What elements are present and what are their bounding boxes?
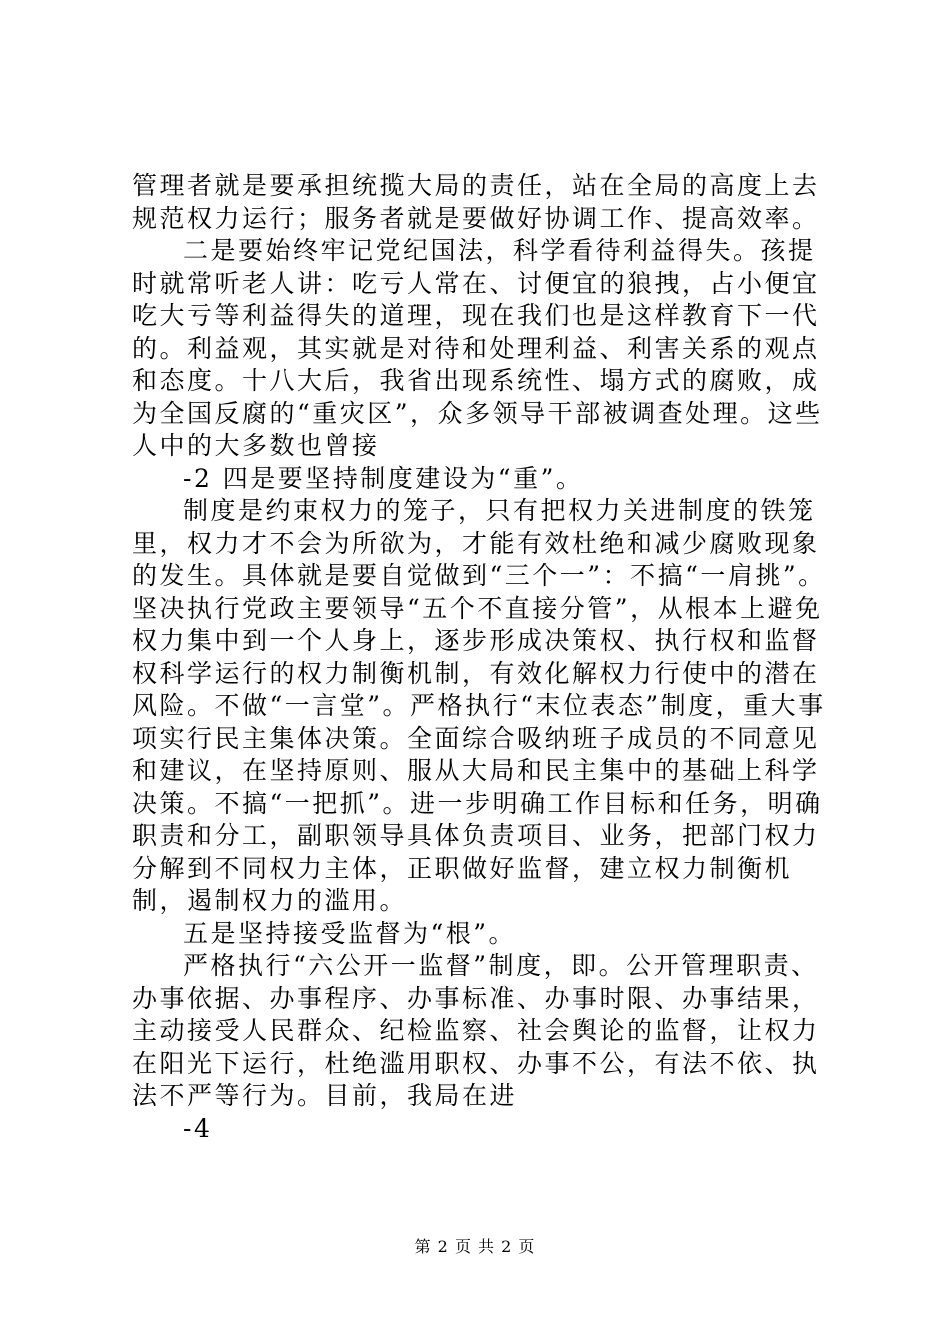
page-footer <box>0 1237 950 1257</box>
paragraph-6: 严格执行“六公开一监督”制度，即。公开管理职责、办事依据、办事程序、办事标准、办事时限、办事结果，主动接受人民群众、纪检监察、社会舆论的监督，让权力在阳光下运行，杜绝滥用职权、办事不公，有法不依、执法不严等行为。目前，我局在进 <box>132 951 820 1110</box>
paragraph-2: 二是要始终牢记党纪国法，科学看待利益得失。孩提时就常听老人讲：吃亏人常在、讨便宜的狼拽，占小便宜吃大亏等利益得失的道理，现在我们也是这样教育下一代的。利益观，其实就是对待和处理利益、利害关系的观点和态度。十八大后，我省出现系统性、塌方式的腐败，成为全国反腐的“重灾区”，众多领导干部被调查处理。这些人中的大多数也曾接 <box>132 236 823 460</box>
paragraph-1: 管理者就是要承担统揽大局的责任，站在全局的高度上去规范权力运行；服务者就是要做好协调工作、提高效率。 <box>132 171 820 233</box>
paragraph-4: 制度是约束权力的笼子，只有把权力关进制度的铁笼里，权力才不会为所欲为，才能有效杜绝和减少腐败现象的发生。具体就是要自觉做到“三个一”：不搞“一肩挑”。坚决执行党政主要领导“五个不直接分管”，从根本上避免权力集中到一个人身上，逐步形成决策权、执行权和监督权科学运行的权力制衡机制，有效化解权力行使中的潜在风险。不做“一言堂”。严格执行“末位表态”制度，重大事项实行民主集体决策。全面综合吸纳班子成员的不同意见和建议，在坚持原则、服从大局和民主集中的基础上科学决策。不搞“一把抓”。进一步明确工作目标和任务，明确职责和分工，副职领导具体负责项目、业务，把部门权力分解到不同权力主体，正职做好监督，建立权力制衡机制，遏制权力的滥用。 <box>132 496 826 915</box>
paragraph-3: -2 四是要坚持制度建设为“重”。 <box>183 463 584 493</box>
paragraph-5: 五是坚持接受监督为“根”。 <box>183 918 517 948</box>
page-number-label: 第 2 页 共 2 页 <box>414 1237 536 1256</box>
paragraph-7: -4 <box>183 1113 213 1143</box>
document-body <box>132 170 832 1145</box>
